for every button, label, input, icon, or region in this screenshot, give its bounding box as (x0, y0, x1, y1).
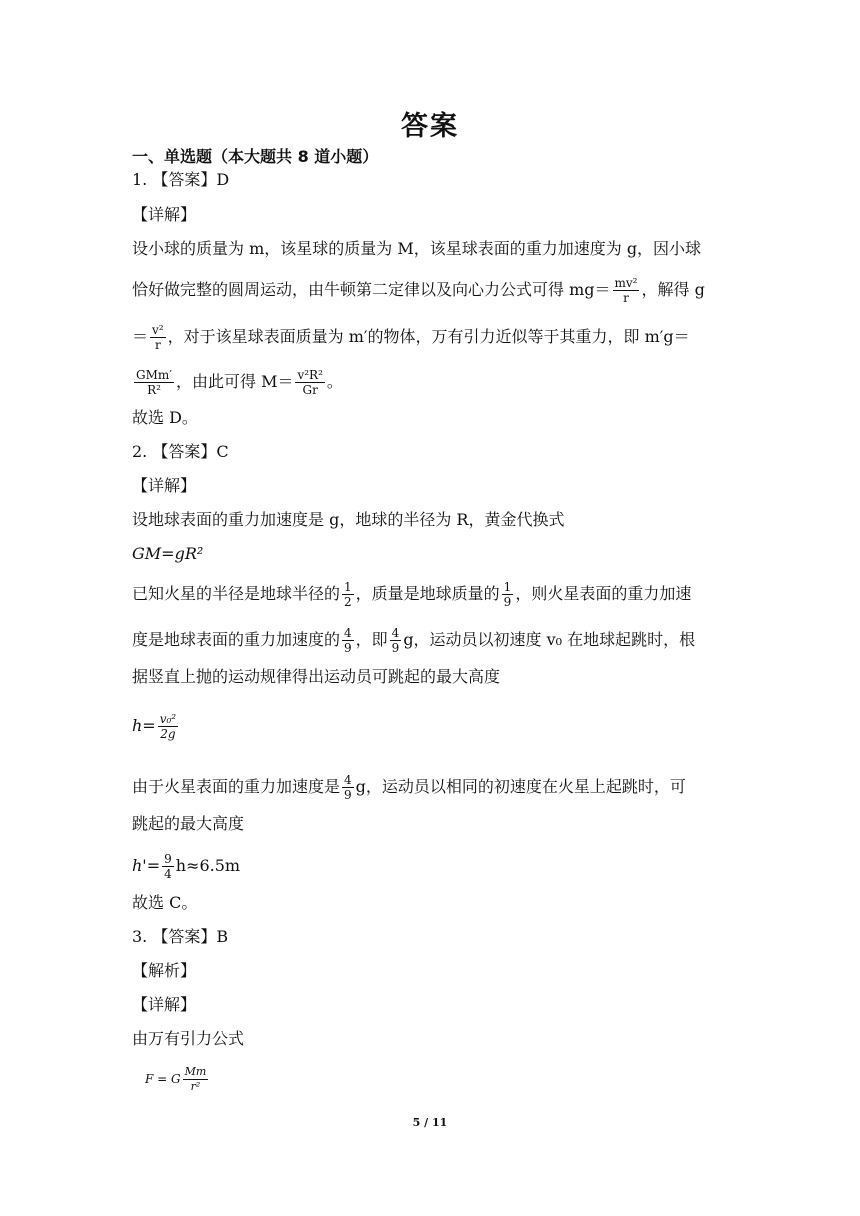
fraction (613, 276, 640, 305)
q2-detail-label: 【详解】 (132, 476, 197, 495)
q1-text-line-2 (132, 276, 705, 305)
fraction-numerator: GMm′ (136, 368, 172, 382)
fraction-denominator: R² (147, 383, 161, 397)
q2-text-line-3 (132, 626, 695, 655)
q2-conclusion: 故选 C。 (132, 893, 198, 912)
fraction-numerator: 4 (344, 626, 352, 640)
fraction-denominator: Gr (302, 383, 318, 397)
q1-text-line-4 (132, 368, 343, 397)
fraction (295, 368, 324, 397)
equation-lhs: h'= (132, 856, 161, 875)
fraction-numerator: 4 (391, 626, 400, 640)
fraction-numerator: 1 (503, 580, 512, 594)
equation-rhs: h≈6.5m (175, 856, 241, 875)
page-title: 答案 (401, 111, 459, 142)
fraction-numerator: v₀² (159, 712, 177, 726)
q2-text: 由于火星表面的重力加速度是 (132, 777, 341, 796)
q1-text: ，由此可得 M＝ (175, 372, 294, 391)
fraction-numerator: v² (152, 323, 164, 337)
fraction-denominator: 9 (503, 595, 512, 609)
q1-text-line-1: 设小球的质量为 m，该星球的质量为 M，该星球表面的重力加速度为 g，因小球 (132, 239, 702, 258)
q2-text: ，即 (355, 630, 388, 649)
fraction-denominator: 9 (344, 788, 352, 802)
fraction (158, 712, 178, 741)
fraction (502, 580, 514, 609)
q2-text: ，则火星表面的重力加速 (515, 584, 692, 603)
fraction-denominator: r² (190, 1080, 201, 1093)
fraction (390, 626, 402, 655)
q2-text-line-4: 据竖直上抛的运动规律得出运动员可跳起的最大高度 (132, 667, 501, 686)
q1-answer: 1. 【答案】D (132, 170, 230, 189)
q2-answer: 2. 【答案】C (132, 442, 229, 461)
q3-text-line-1: 由万有引力公式 (132, 1029, 245, 1048)
q2-text: g，运动员以初速度 v₀ 在地球起跳时，根 (403, 630, 696, 649)
fraction (162, 852, 174, 881)
fraction (342, 580, 354, 609)
fraction-denominator: r (154, 338, 161, 352)
q2-equation-2 (132, 712, 180, 741)
fraction-numerator: 4 (344, 773, 352, 787)
fraction-denominator: 2 (344, 595, 352, 609)
fraction (150, 323, 166, 352)
q1-text: ＝ (132, 327, 149, 346)
q2-text-line-6: 跳起的最大高度 (132, 814, 245, 833)
fraction-numerator: mv² (614, 276, 638, 290)
q2-text-line-1: 设地球表面的重力加速度是 g，地球的半径为 R，黄金代换式 (132, 510, 565, 529)
fraction (342, 773, 354, 802)
fraction (342, 626, 354, 655)
fraction-numerator: 1 (344, 580, 352, 594)
fraction-numerator: 9 (164, 852, 172, 866)
q3-detail-label: 【详解】 (132, 995, 197, 1014)
fraction-numerator: Mm (184, 1065, 207, 1078)
q3-analysis-label: 【解析】 (132, 961, 197, 980)
fraction-denominator: r (623, 291, 629, 305)
q1-text: ，解得 g (641, 280, 705, 299)
fraction-numerator: v²R² (297, 368, 323, 382)
q3-equation-1 (145, 1065, 210, 1094)
q3-answer: 3. 【答案】B (132, 927, 229, 946)
q1-text: 恰好做完整的圆周运动，由牛顿第二定律以及向心力公式可得 mg＝ (132, 280, 611, 299)
fraction (183, 1065, 209, 1094)
fraction-denominator: 4 (164, 867, 172, 881)
equation-lhs: F = G (145, 1072, 181, 1086)
page-number: 5 / 11 (412, 1116, 448, 1129)
fraction-denominator: 9 (344, 641, 352, 655)
q1-detail-label: 【详解】 (132, 205, 197, 224)
q1-text-line-3 (132, 323, 690, 352)
q2-equation-1: GM=gR² (132, 544, 204, 563)
fraction (134, 368, 174, 397)
q1-text: 。 (326, 372, 343, 391)
q2-text-line-5 (132, 773, 686, 802)
q2-text: 度是地球表面的重力加速度的 (132, 630, 341, 649)
q2-text-line-2 (132, 580, 691, 609)
q2-text: ，质量是地球质量的 (355, 584, 500, 603)
q1-conclusion: 故选 D。 (132, 408, 198, 427)
q2-text: g，运动员以相同的初速度在火星上起跳时，可 (355, 777, 686, 796)
fraction-denominator: 2g (160, 727, 176, 741)
q1-text: ，对于该星球表面质量为 m′的物体，万有引力近似等于其重力，即 m′g＝ (167, 327, 690, 346)
q2-text: 已知火星的半径是地球半径的 (132, 584, 341, 603)
equation-lhs: h= (132, 716, 156, 735)
section-heading: 一、单选题（本大题共 8 道小题） (132, 147, 379, 166)
q2-equation-3 (132, 852, 240, 881)
fraction-denominator: 9 (391, 641, 400, 655)
